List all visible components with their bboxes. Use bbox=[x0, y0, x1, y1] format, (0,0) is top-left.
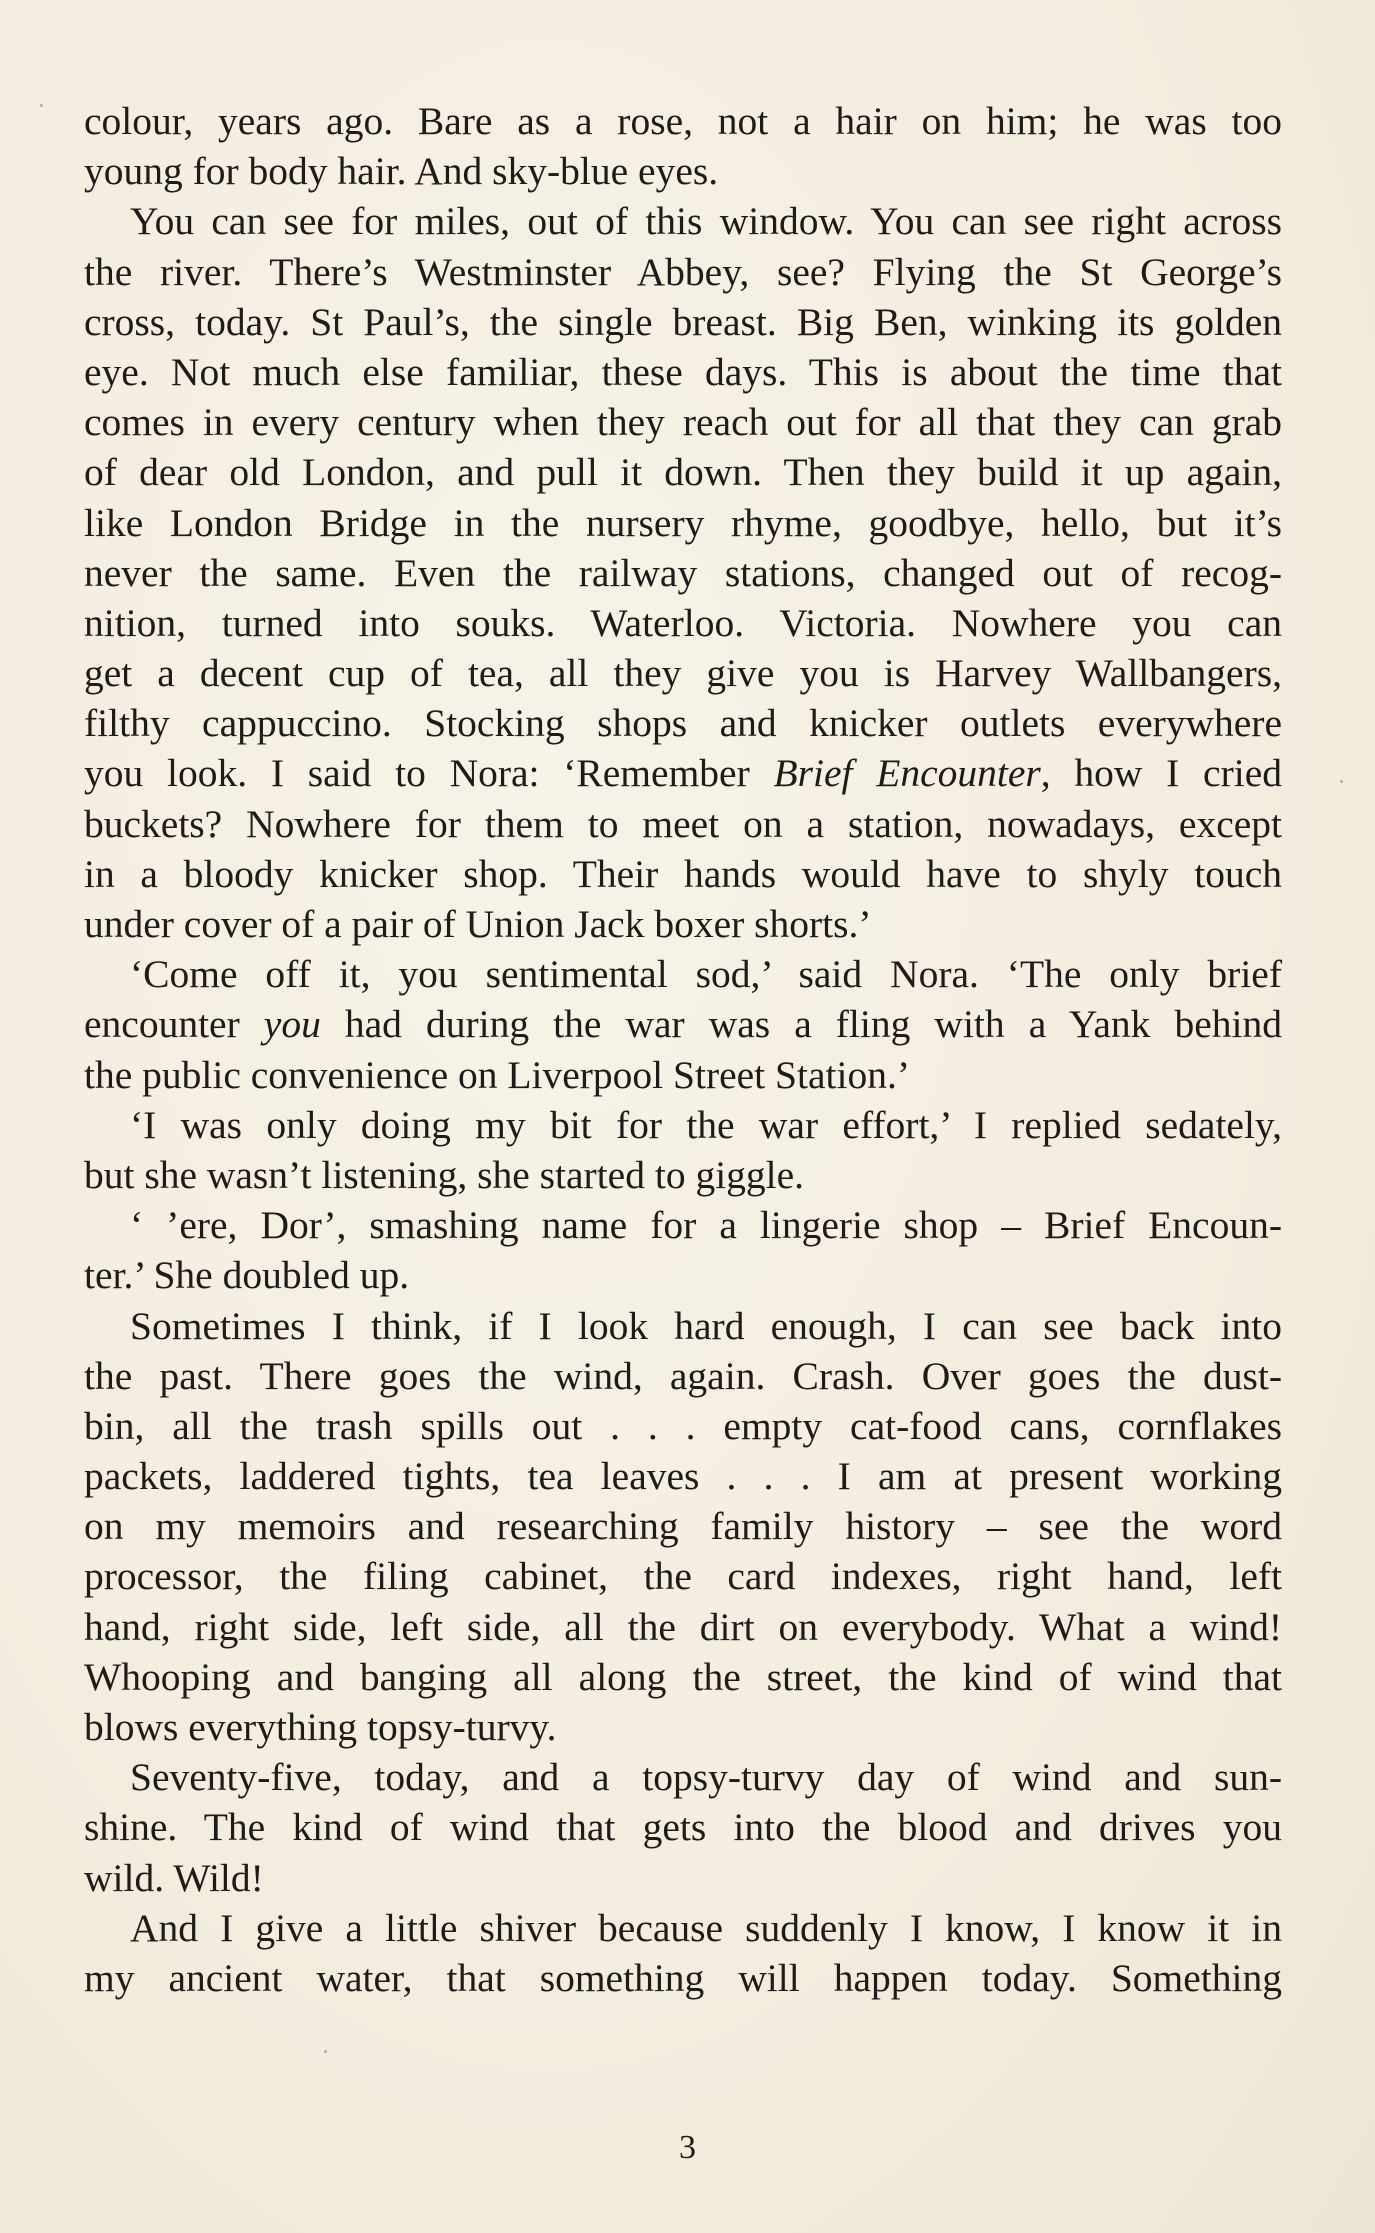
text-line: nition, turned into souks. Waterloo. Victoria. Nowhere you can bbox=[84, 600, 1282, 645]
text-line: bin, all the trash spills out . . . empty cat-food cans, cornflakes bbox=[84, 1403, 1282, 1448]
text-line: And I give a little shiver because suddenly I know, I know it in bbox=[130, 1905, 1282, 1950]
text-line: Whooping and banging all along the street, the kind of wind that bbox=[84, 1654, 1282, 1699]
text-line: you look. I said to Nora: ‘Remember Brief Encounter, how I cried bbox=[84, 751, 1283, 796]
text-line: Seventy-five, today, and a topsy-turvy day of wind and sun- bbox=[130, 1755, 1282, 1800]
italic-text: Brief Encounter bbox=[773, 751, 1041, 796]
text-line: filthy cappuccino. Stocking shops and knicker outlets everywhere bbox=[84, 701, 1282, 746]
text-line: like London Bridge in the nursery rhyme, goodbye, hello, but it’s bbox=[84, 500, 1282, 545]
text-line: colour, years ago. Bare as a rose, not a hair on him; he was too bbox=[84, 99, 1282, 143]
text-line: packets, laddered tights, tea leaves . . . I am at present working bbox=[84, 1454, 1282, 1499]
text-line: wild. Wild! bbox=[84, 1855, 264, 1900]
text-line: ‘I was only doing my bit for the war effort,’ I replied sedately, bbox=[130, 1102, 1282, 1147]
text-line: the past. There goes the wind, again. Crash. Over goes the dust- bbox=[84, 1353, 1282, 1398]
text-line: shine. The kind of wind that gets into the blood and drives you bbox=[84, 1805, 1282, 1850]
text-line: the river. There’s Westminster Abbey, see? Flying the St George’s bbox=[84, 249, 1282, 294]
text-line: ‘Come off it, you sentimental sod,’ said Nora. ‘The only brief bbox=[130, 952, 1282, 997]
text-line: processor, the filing cabinet, the card indexes, right hand, left bbox=[84, 1554, 1282, 1599]
text-line: You can see for miles, out of this window. You can see right across bbox=[130, 199, 1282, 244]
text-line: get a decent cup of tea, all they give you is Harvey Wallbangers, bbox=[84, 651, 1282, 696]
text-line: young for body hair. And sky-blue eyes. bbox=[84, 149, 719, 194]
body-text bbox=[84, 96, 1282, 2003]
text-line: under cover of a pair of Union Jack boxer shorts.’ bbox=[84, 902, 872, 946]
text-line: but she wasn’t listening, she started to giggle. bbox=[84, 1152, 805, 1197]
italic-text: you bbox=[263, 1002, 321, 1047]
page-number: 3 bbox=[679, 2129, 696, 2166]
text-line: of dear old London, and pull it down. Then they build it up again, bbox=[84, 450, 1282, 495]
text-line: hand, right side, left side, all the dirt on everybody. What a wind! bbox=[84, 1604, 1282, 1649]
text-line: ‘ ’ere, Dor’, smashing name for a lingerie shop – Brief Encoun- bbox=[130, 1203, 1282, 1248]
text-line: cross, today. St Paul’s, the single breast. Big Ben, winking its golden bbox=[84, 299, 1282, 344]
paper-speck bbox=[324, 2050, 327, 2053]
text-line: eye. Not much else familiar, these days. This is about the time that bbox=[84, 349, 1282, 394]
text-line: in a bloody knicker shop. Their hands would have to shyly touch bbox=[84, 851, 1282, 896]
text-line: encounter you had during the war was a fling with a Yank behind bbox=[84, 1002, 1282, 1047]
text-line: Sometimes I think, if I look hard enough, I can see back into bbox=[130, 1303, 1282, 1348]
text-line: blows everything topsy-turvy. bbox=[84, 1705, 557, 1749]
text-line: on my memoirs and researching family history – see the word bbox=[84, 1504, 1282, 1549]
paper-speck bbox=[40, 104, 43, 107]
text-line: comes in every century when they reach out for all that they can grab bbox=[84, 400, 1282, 445]
paper-speck bbox=[1340, 780, 1343, 783]
text-line: the public convenience on Liverpool Street Station.’ bbox=[84, 1052, 910, 1097]
text-line: buckets? Nowhere for them to meet on a station, nowadays, except bbox=[84, 801, 1282, 846]
text-line: my ancient water, that something will happen today. Something bbox=[84, 1955, 1282, 2000]
text-line: ter.’ She doubled up. bbox=[84, 1253, 410, 1298]
text-line: never the same. Even the railway stations, changed out of recog- bbox=[84, 550, 1282, 595]
